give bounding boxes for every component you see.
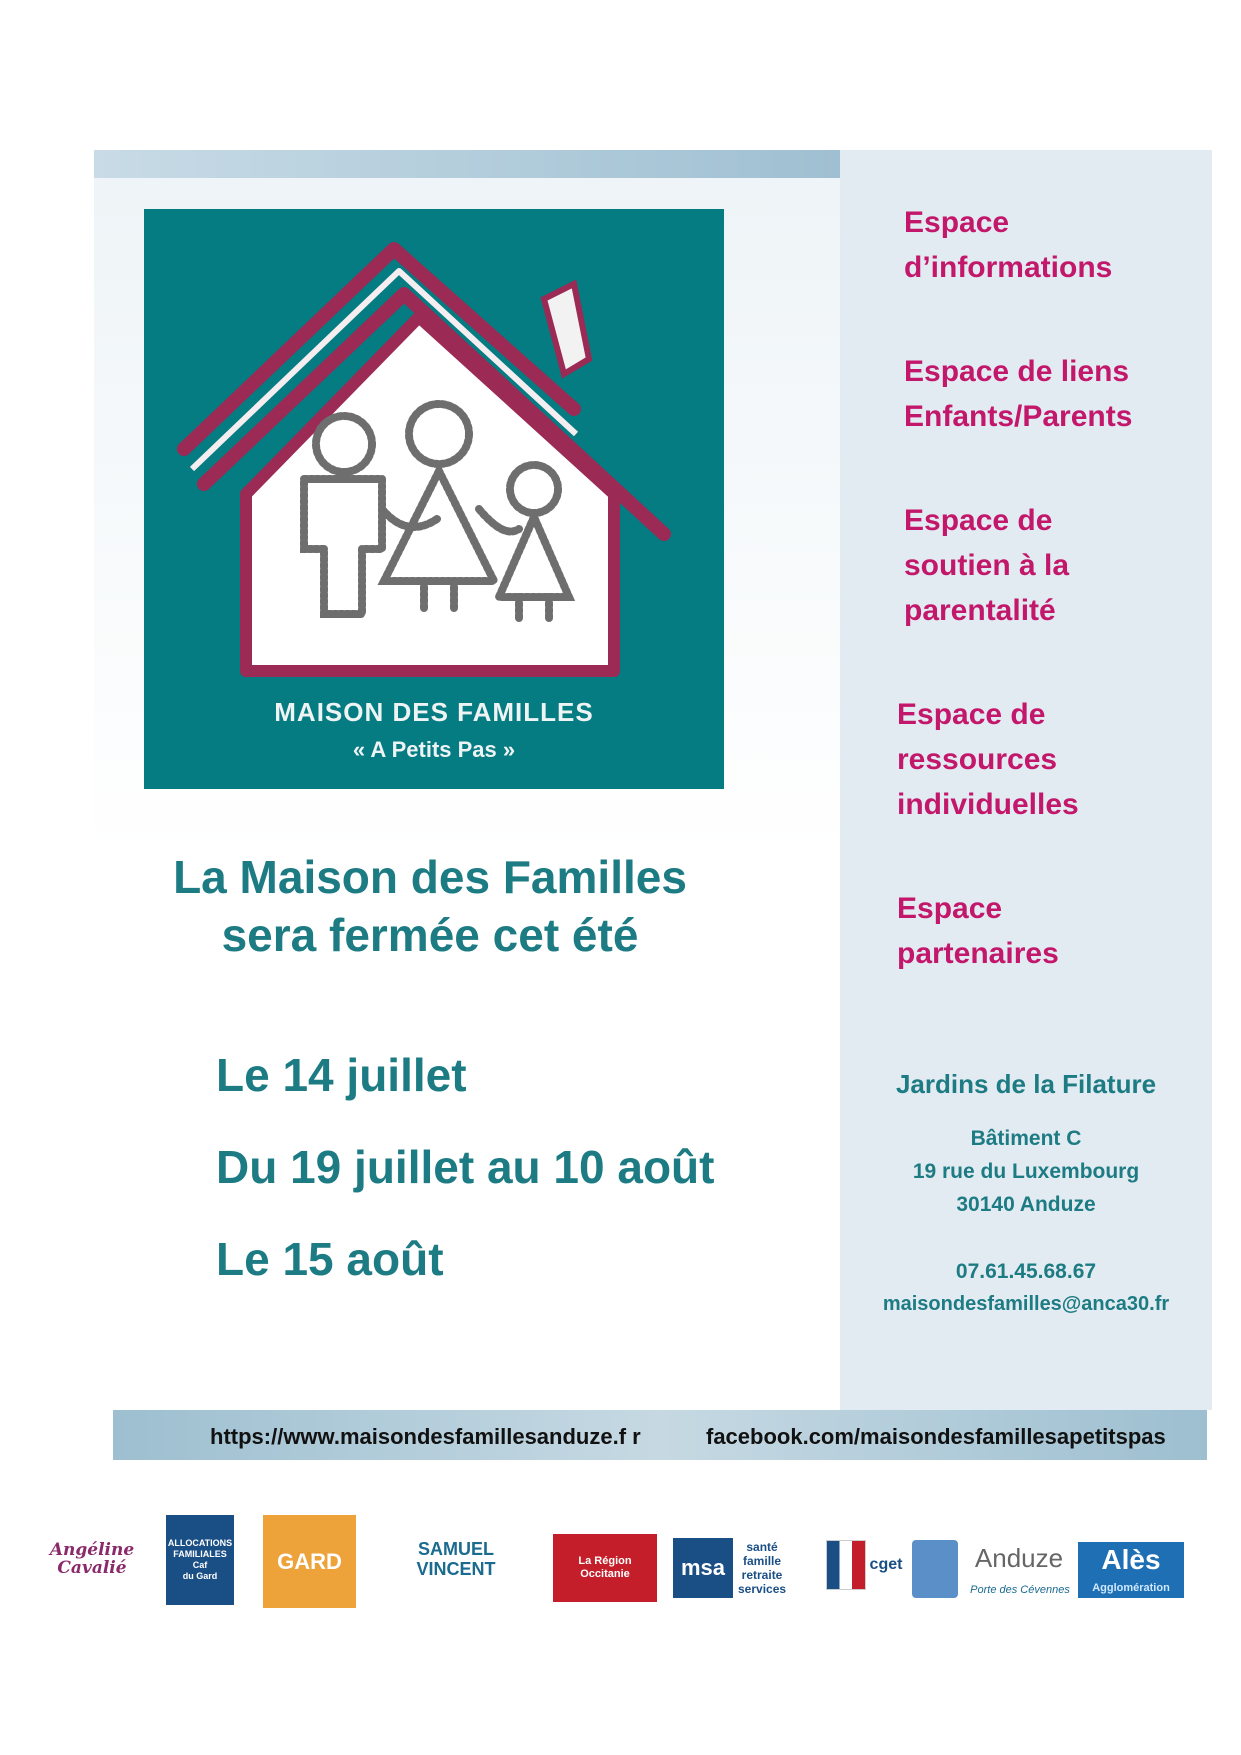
espace-partenaires: Espace partenaires [897,892,1059,970]
website-link[interactable]: https://www.maisondesfamillesanduze.f r [210,1424,641,1449]
espace-informations: Espace d’informations [904,206,1113,284]
closure-headline: La Maison des Familles sera fermée cet été [173,851,687,961]
cget-logo: cget [869,1556,903,1573]
occitanie-logo: La Région Occitanie [553,1534,657,1602]
closure-date: Le 15 août [216,1233,444,1285]
gard-logo: GARD [263,1515,356,1608]
top-decorative-bar [94,150,840,178]
anduze-tagline: Porte des Cévennes [970,1584,1070,1596]
espace-ressources: Espace de ressources individuelles [897,698,1079,821]
espace-liens: Espace de liens Enfants/Parents [904,355,1133,433]
address-street: 19 rue du Luxembourg [912,1160,1140,1183]
espace-soutien: Espace de soutien à la parentalité [904,504,1070,627]
anduze-name: Anduze [974,1542,1064,1573]
msa-text: santé famille retraite services [738,1540,787,1596]
facebook-link[interactable]: facebook.com/maisondesfamillesapetitspas [706,1424,1166,1449]
marianne-flag-logo [826,1540,866,1590]
ales-subtitle: Agglomération [1078,1578,1184,1598]
caf-logo: ALLOCATIONS FAMILIALES Caf du Gard [166,1515,234,1605]
angeline-cavalie-logo: Angéline Cavalié [49,1540,135,1578]
anduze-crest-icon [912,1540,958,1598]
address-city: 30140 Anduze [956,1193,1096,1216]
maison-des-familles-logo [144,209,724,789]
closure-date: Le 14 juillet [216,1049,467,1101]
samuel-vincent-logo: SAMUEL VINCENT [416,1539,496,1579]
ales-logo: Alès [1078,1542,1184,1578]
closure-date: Du 19 juillet au 10 août [216,1141,715,1193]
logo-subtitle: « A Petits Pas » [352,737,516,762]
phone-number[interactable]: 07.61.45.68.67 [955,1260,1097,1283]
address-title: Jardins de la Filature [895,1069,1157,1099]
logo-title: MAISON DES FAMILLES [274,697,594,727]
address-building: Bâtiment C [970,1127,1082,1150]
msa-logo: msa [673,1538,733,1598]
email-link[interactable]: maisondesfamilles@anca30.fr [882,1293,1170,1315]
